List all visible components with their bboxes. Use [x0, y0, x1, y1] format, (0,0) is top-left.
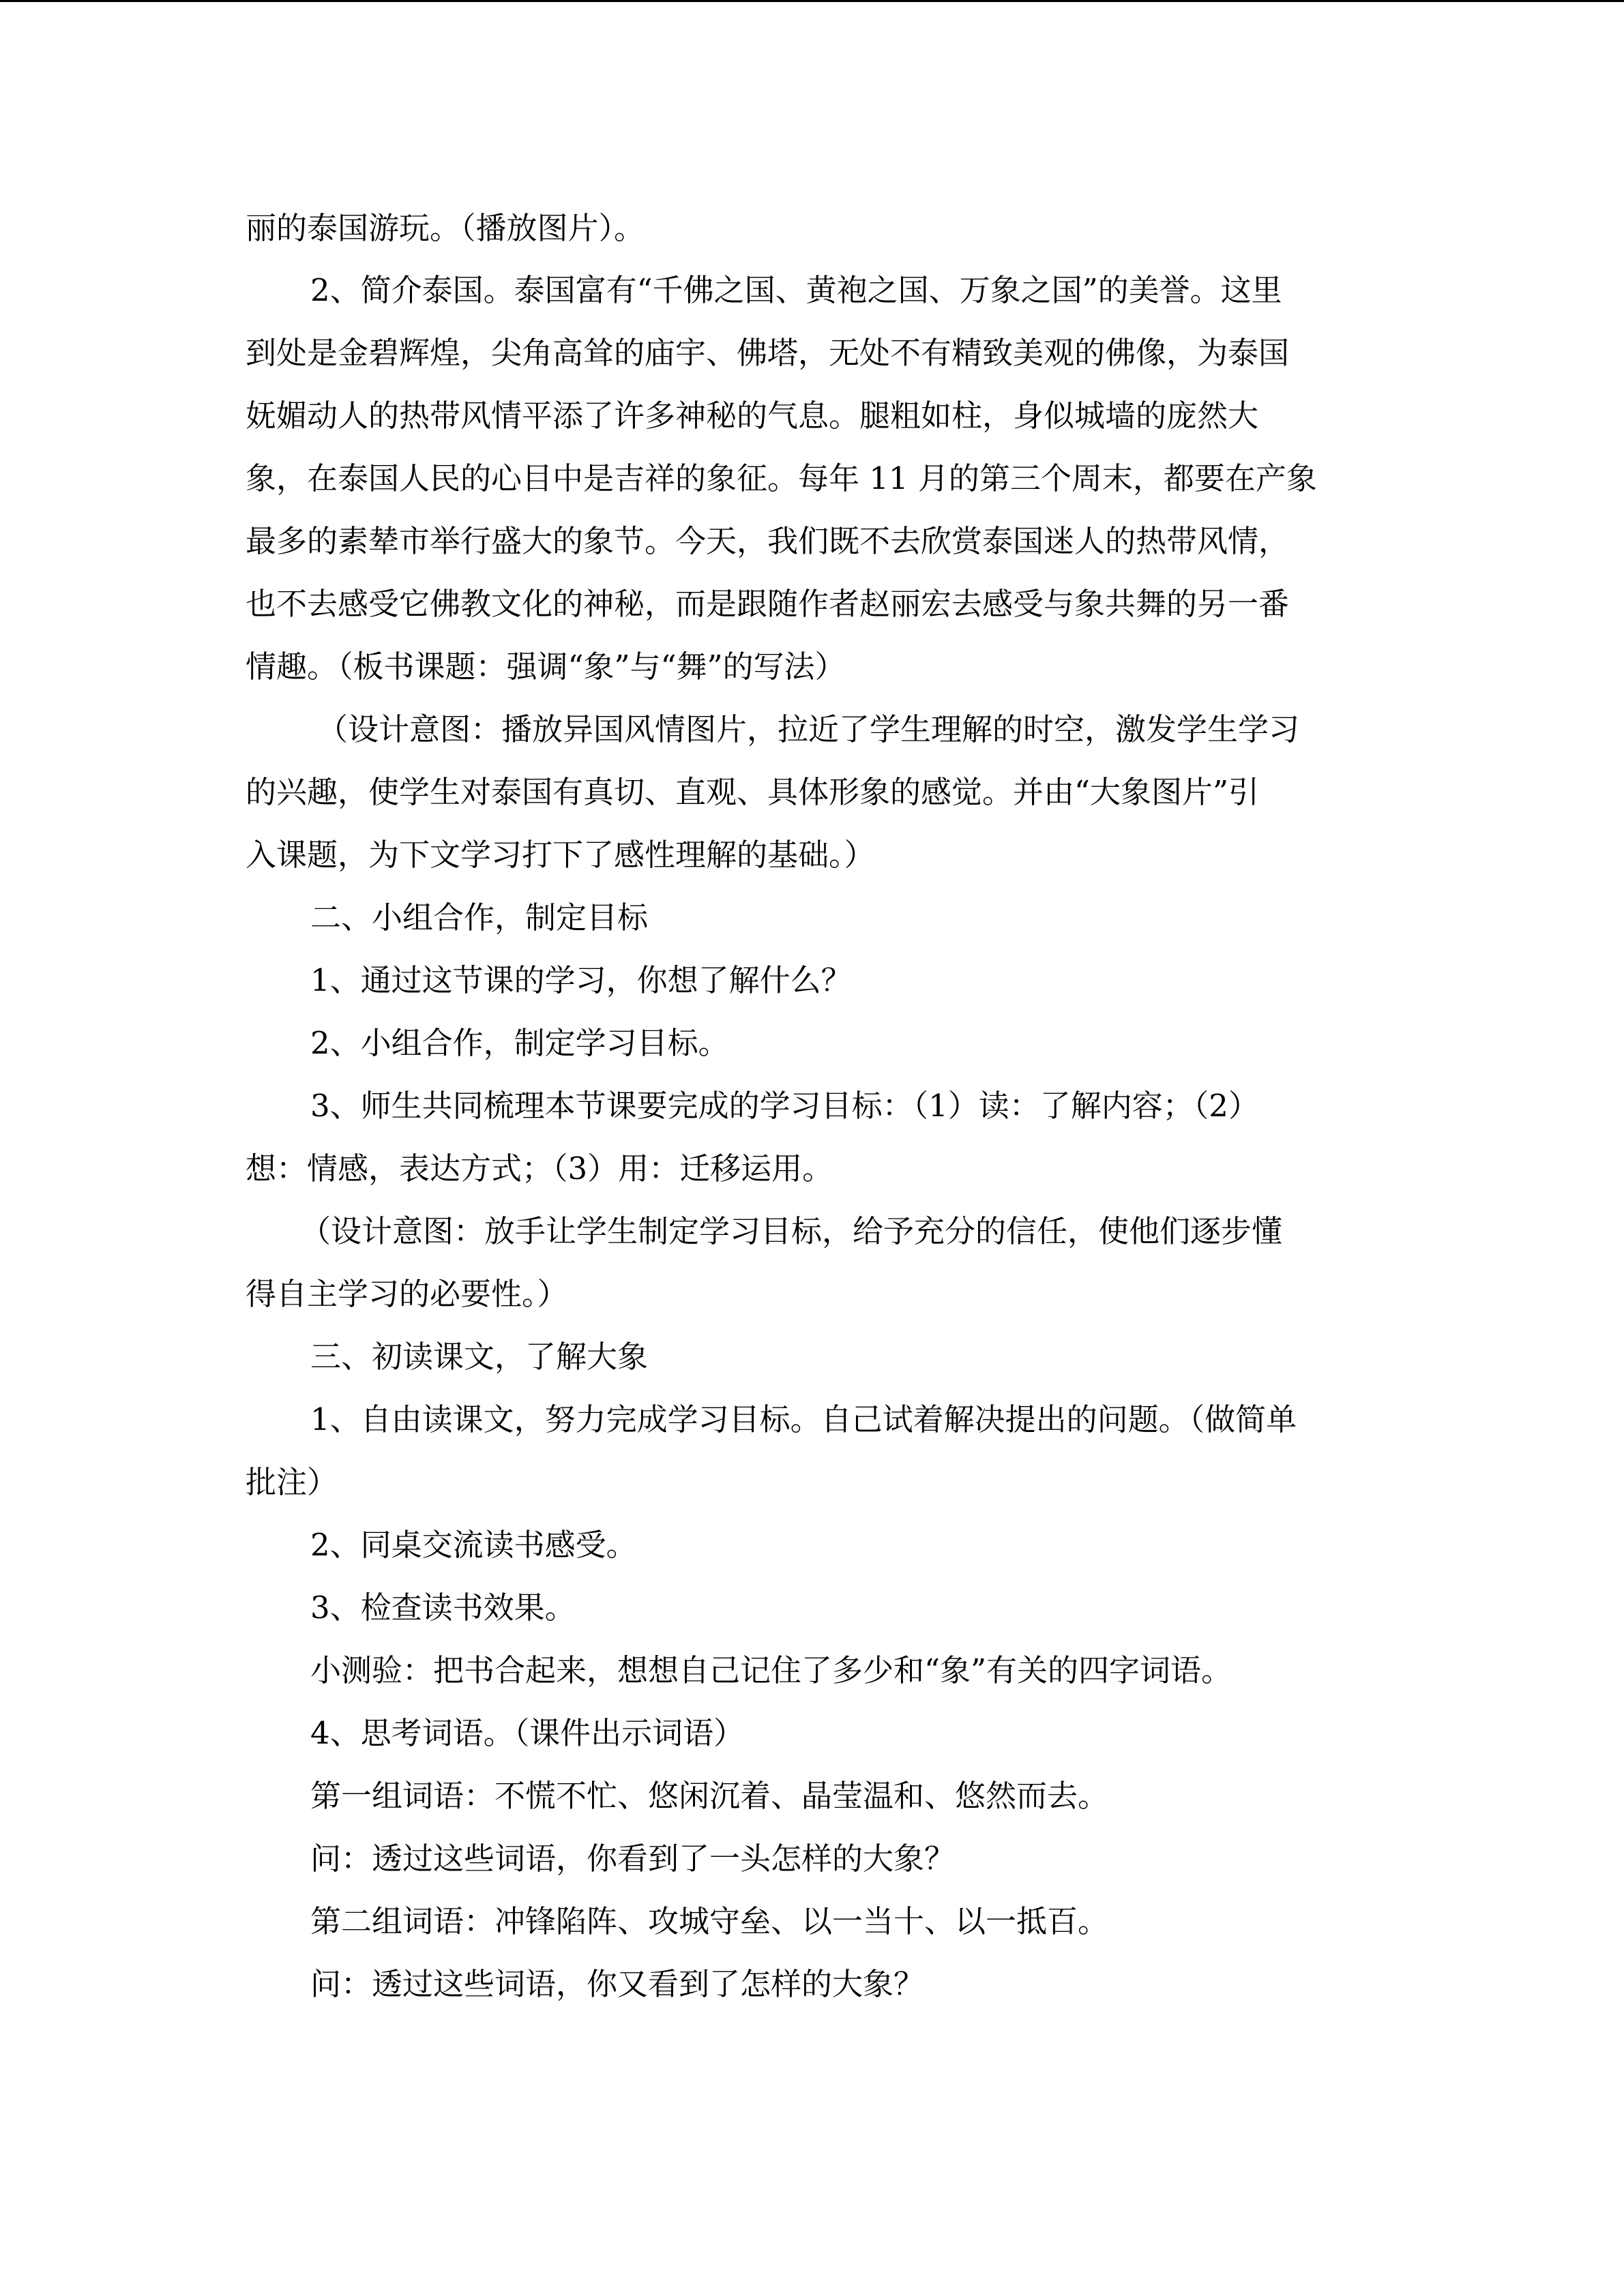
paragraph-line: 4、思考词语。（课件出示词语） — [310, 1715, 745, 1751]
paragraph-line: 象，在泰国人民的心目中是吉祥的象征。每年 11 月的第三个周末，都要在产象 — [246, 460, 1317, 496]
paragraph-line: 小测验：把书合起来，想想自己记住了多少和“象”有关的四字词语。 — [310, 1652, 1232, 1688]
paragraph-line: 问：透过这些词语，你又看到了怎样的大象？ — [310, 1966, 925, 2002]
paragraph-line: 妩媚动人的热带风情平添了许多神秘的气息。腿粗如柱，身似城墙的庞然大 — [246, 398, 1259, 434]
design-intent-line: （设计意图：播放异国风情图片，拉近了学生理解的时空，激发学生学习 — [317, 711, 1300, 747]
paragraph-line: 丽的泰国游玩。（播放图片）。 — [246, 210, 645, 246]
paragraph-line: 批注） — [246, 1464, 338, 1500]
section-heading: 二、小组合作，制定目标 — [310, 899, 649, 936]
paragraph-line: 3、师生共同梳理本节课要完成的学习目标：（1）读：了解内容；（2） — [310, 1088, 1259, 1124]
paragraph-line: 到处是金碧辉煌，尖角高耸的庙宇、佛塔，无处不有精致美观的佛像，为泰国 — [246, 335, 1290, 371]
paragraph-line: 也不去感受它佛教文化的神秘，而是跟随作者赵丽宏去感受与象共舞的另一番 — [246, 586, 1290, 622]
design-intent-line: 的兴趣，使学生对泰国有真切、直观、具体形象的感觉。并由“大象图片”引 — [246, 774, 1260, 810]
paragraph-line: 想：情感，表达方式；（3）用：迁移运用。 — [246, 1150, 833, 1187]
paragraph-line: 2、同桌交流读书感受。 — [310, 1527, 637, 1563]
paragraph-line: 1、通过这节课的学习，你想了解什么？ — [310, 962, 852, 998]
paragraph-line: 第一组词语：不慌不忙、悠闲沉着、晶莹温和、悠然而去。 — [310, 1778, 1109, 1814]
design-intent-line: 入课题，为下文学习打下了感性理解的基础。） — [246, 837, 875, 873]
paragraph-line: 问：透过这些词语，你看到了一头怎样的大象？ — [310, 1840, 956, 1877]
paragraph-line: 3、检查读书效果。 — [310, 1590, 576, 1626]
paragraph-line: 第二组词语：冲锋陷阵、攻城守垒、以一当十、以一抵百。 — [310, 1903, 1109, 1939]
paragraph-line: 1、自由读课文，努力完成学习目标。自己试着解决提出的问题。（做简单 — [310, 1401, 1297, 1437]
design-intent-line: 得自主学习的必要性。） — [246, 1276, 568, 1312]
section-heading: 三、初读课文，了解大象 — [310, 1339, 649, 1375]
paragraph-line: 最多的素辇市举行盛大的象节。今天，我们既不去欣赏泰国迷人的热带风情， — [246, 523, 1290, 559]
paragraph-line: 2、简介泰国。泰国富有“千佛之国、黄袍之国、万象之国”的美誉。这里 — [310, 272, 1282, 308]
paragraph-line: 情趣。（板书课题：强调“象”与“舞”的写法） — [246, 648, 846, 685]
design-intent-line: （设计意图：放手让学生制定学习目标，给予充分的信任，使他们逐步懂 — [300, 1213, 1283, 1249]
paragraph-line: 2、小组合作，制定学习目标。 — [310, 1025, 729, 1061]
